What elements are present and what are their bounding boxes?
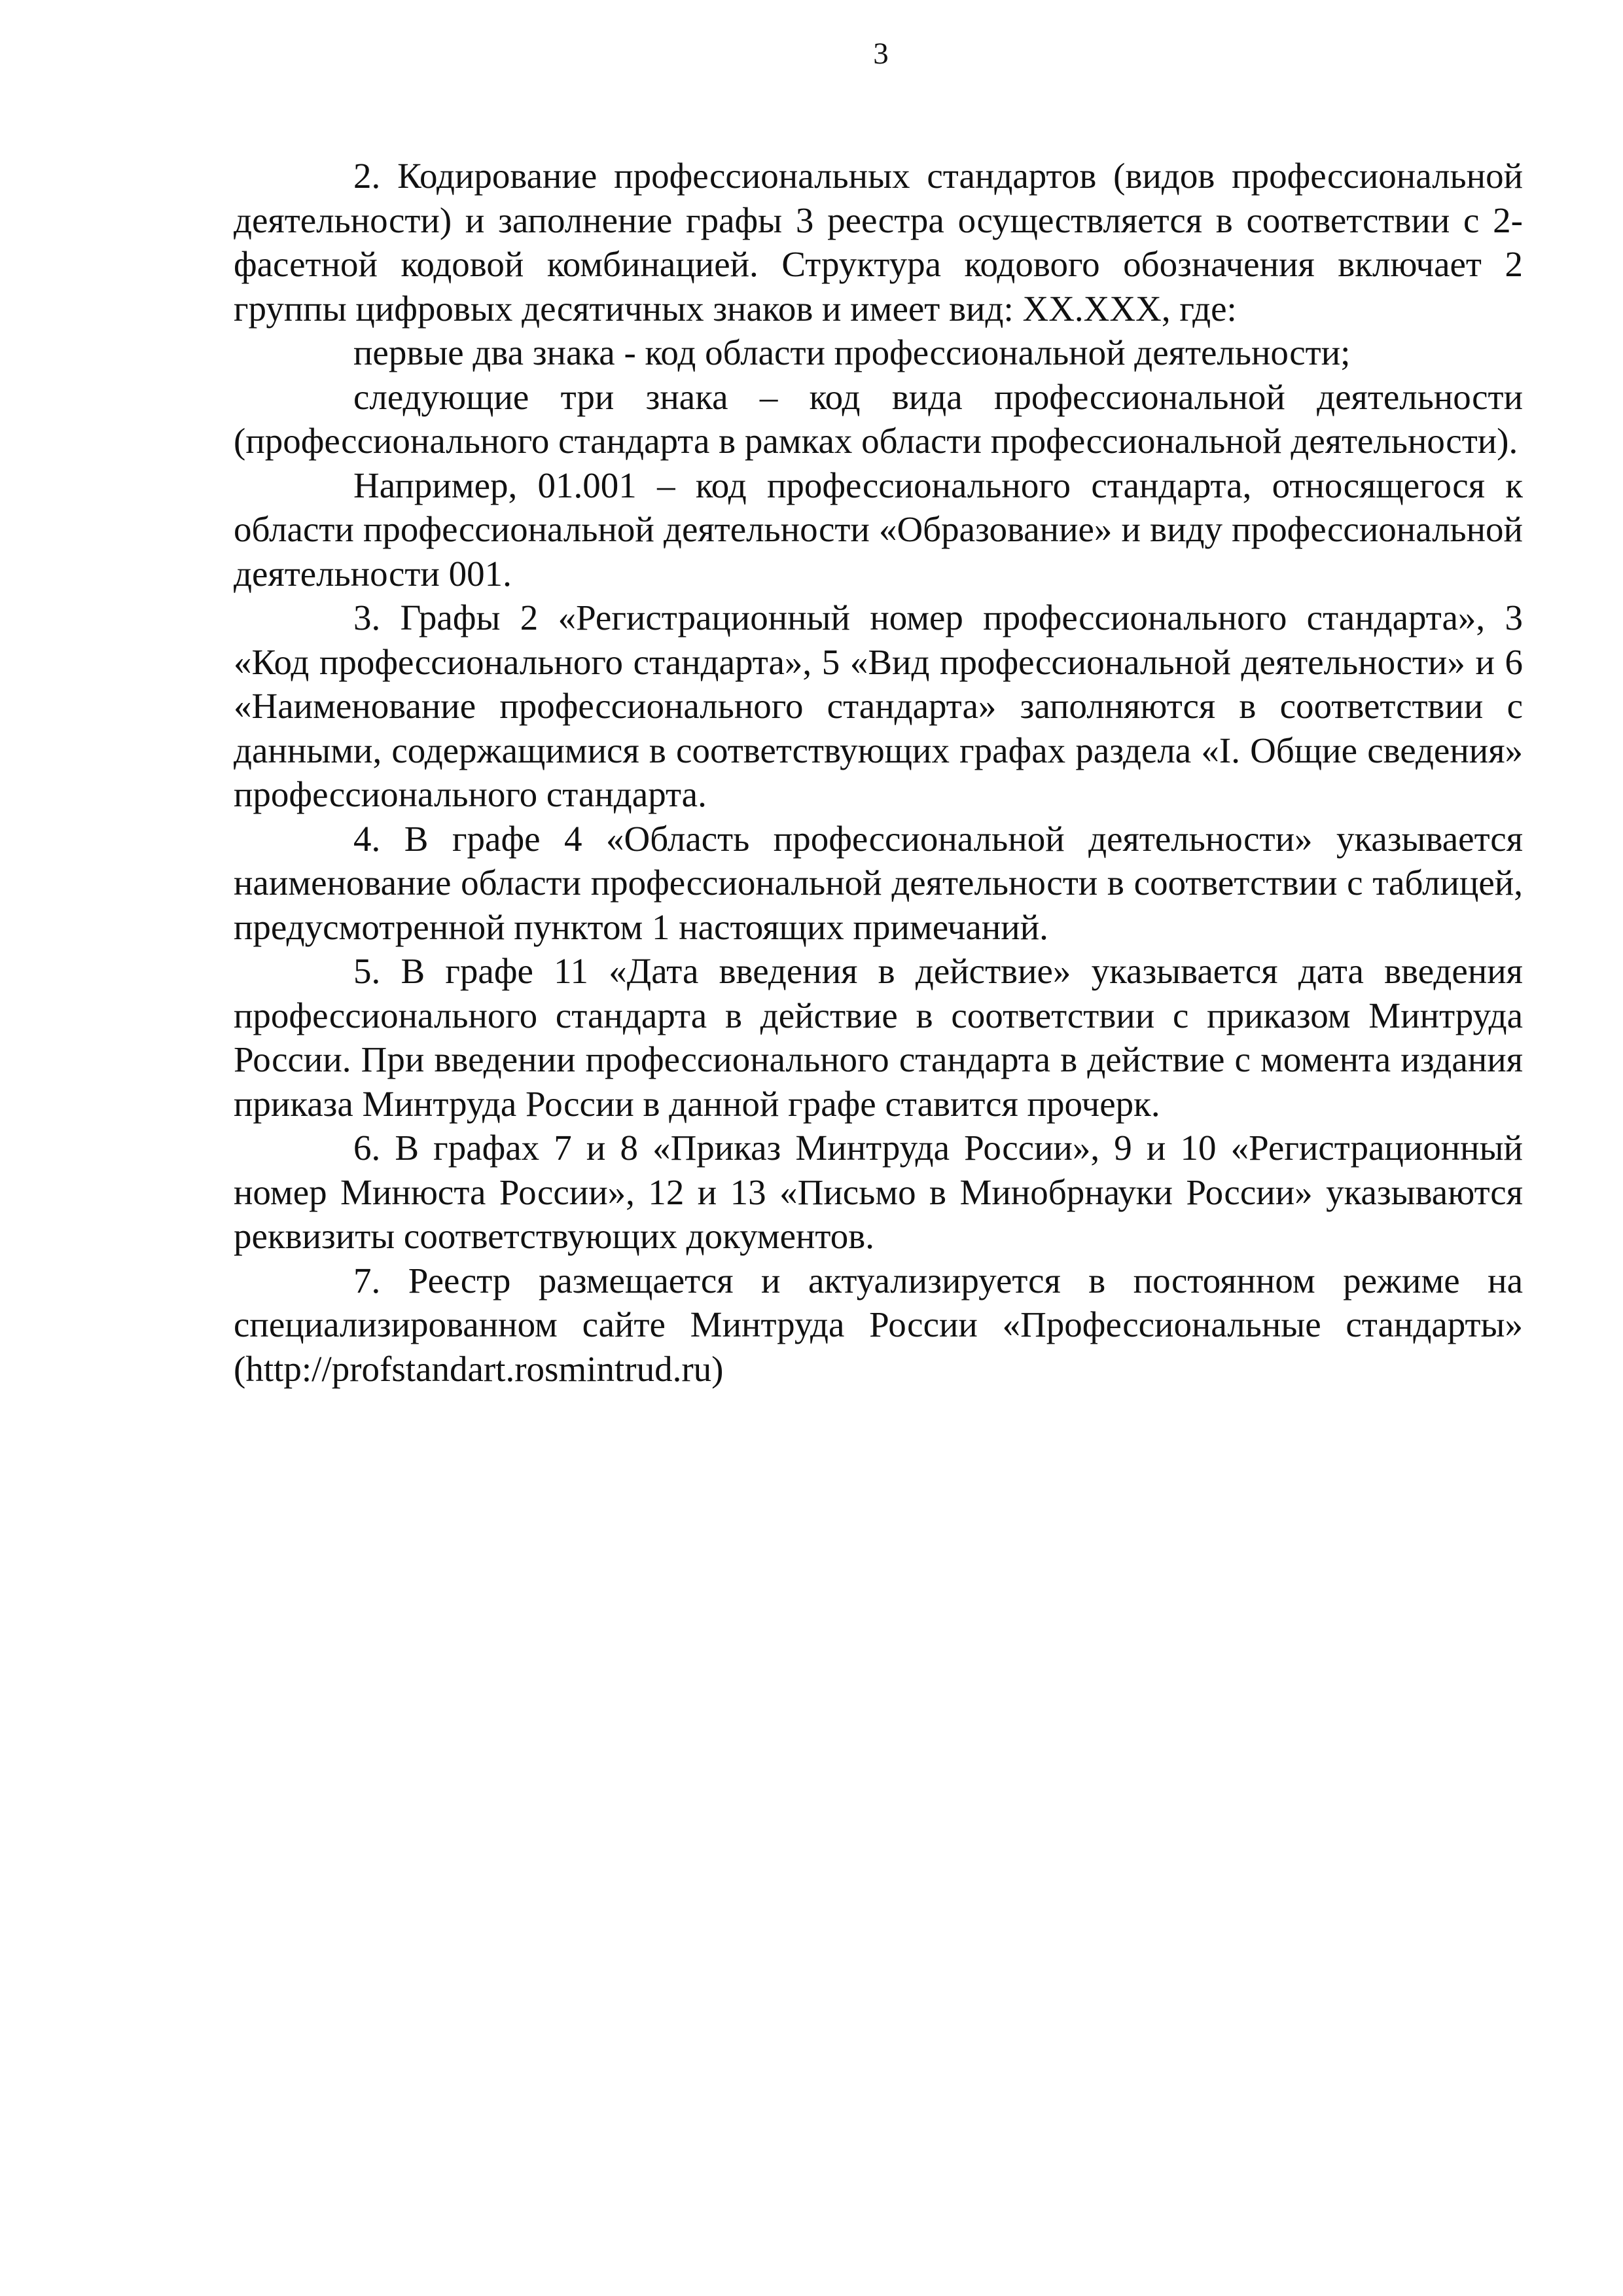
paragraph-example: Например, 01.001 – код профессионального стандарта, относящегося к области профессиональной деятельности «Образование» и виду профессиональной деятельности 001. [234,465,1523,594]
page-number: 3 [873,37,889,71]
paragraph-columns-2-3-5-6: 3. Графы 2 «Регистрационный номер профессионального стандарта», 3 «Код профессионального стандарта», 5 «Вид профессиональной деятельности» и 6 «Наименование профессионального стандарта» заполняются в соответствии с данными, содержащимися в соответствующих графах раздела «I. Общие сведения» профессионального стандарта. [234,598,1523,814]
paragraph-next-three-digits: следующие три знака – код вида профессиональной деятельности (профессионального стандарта в рамках области профессиональной деятельности). [234,376,1523,461]
paragraph-columns-7-13: 6. В графах 7 и 8 «Приказ Минтруда России», 9 и 10 «Регистрационный номер Минюста России», 12 и 13 «Письмо в Минобрнауки России» указываются реквизиты соответствующих документов. [234,1128,1523,1256]
paragraph-column-11: 5. В графе 11 «Дата введения в действие» указывается дата введения профессионального стандарта в действие в соответствии с приказом Минтруда России. При введении профессионального стандарта в действие с момента издания приказа Минтруда России в данной графе ставится прочерк. [234,951,1523,1124]
paragraph-registry-website: 7. Реестр размещается и актуализируется в постоянном режиме на специализированном сайте Минтруда России «Профессиональные стандарты» (http://profstandart.rosmintrud.ru) [234,1260,1523,1389]
paragraph-first-two-digits: первые два знака - код области профессиональной деятельности; [353,332,1351,372]
document-body [234,154,1523,1391]
paragraph-coding: 2. Кодирование профессиональных стандартов (видов профессиональной деятельности) и заполнение графы 3 реестра осуществляется в соответствии с 2-фасетной кодовой комбинацией. Структура кодового обозначения включает 2 группы цифровых десятичных знаков и имеет вид: XX.XXX, где: [234,156,1523,329]
paragraph-column-4: 4. В графе 4 «Область профессиональной деятельности» указывается наименование области профессиональной деятельности в соответствии с таблицей, предусмотренной пунктом 1 настоящих примечаний. [234,818,1523,947]
